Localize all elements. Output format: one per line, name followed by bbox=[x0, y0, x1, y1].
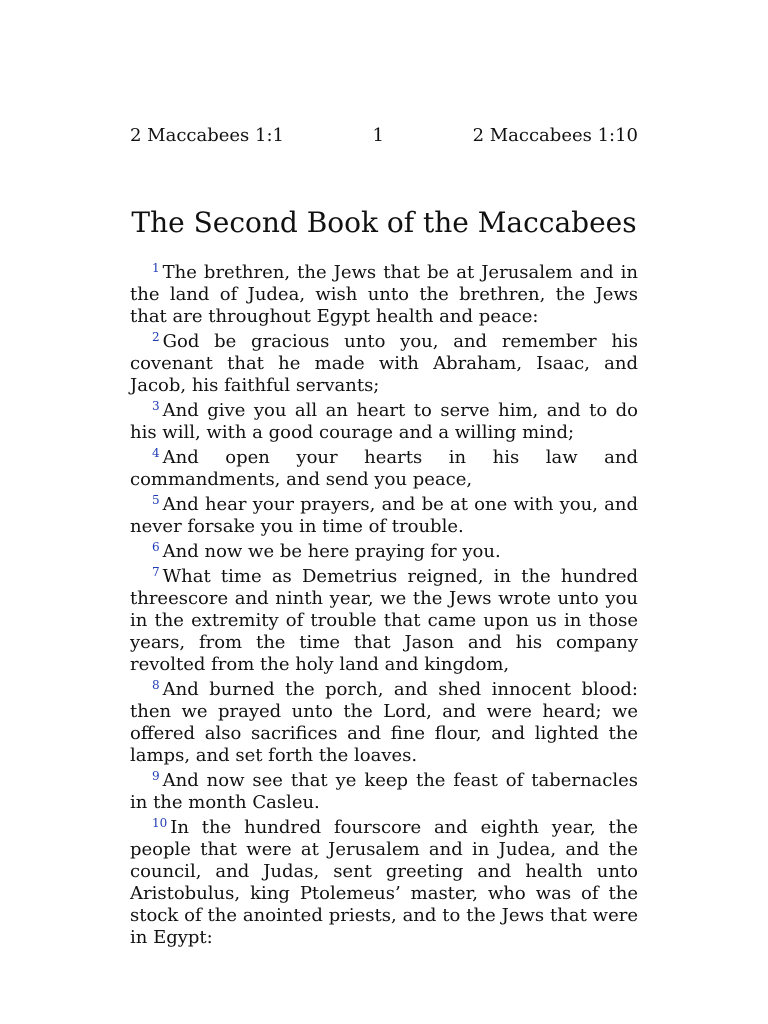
verse-text: God be gracious unto you, and remember his covenant that he made with Abraham, Isaac, and Jacob, his faithful servants; bbox=[130, 331, 638, 396]
verse-text: And now we be here praying for you. bbox=[162, 541, 501, 562]
verse-text: And hear your prayers, and be at one with you, and never forsake you in time of trouble. bbox=[130, 494, 638, 537]
verse-text: And give you all an heart to serve him, and to do his will, with a good courage and a willing mind; bbox=[130, 400, 638, 443]
verse-number: 3 bbox=[152, 399, 160, 413]
verse-number: 1 bbox=[152, 261, 160, 275]
book-title: The Second Book of the Maccabees bbox=[131, 206, 637, 239]
verse-number: 9 bbox=[152, 769, 160, 783]
verse-number: 2 bbox=[152, 330, 160, 344]
verse bbox=[130, 566, 638, 676]
verse bbox=[130, 817, 638, 949]
verse-text: The brethren, the Jews that be at Jerusalem and in the land of Judea, wish unto the brethren, the Jews that are throughout Egypt health and peace: bbox=[130, 262, 638, 327]
verse bbox=[130, 262, 638, 328]
verse bbox=[130, 494, 638, 538]
running-header bbox=[130, 124, 638, 148]
verse bbox=[130, 400, 638, 444]
verse bbox=[130, 447, 638, 491]
verse-number: 6 bbox=[152, 540, 160, 554]
page bbox=[130, 124, 638, 952]
verse-text: And burned the porch, and shed innocent blood: then we prayed unto the Lord, and were heard; we offered also sacrifices and fine flour, and lighted the lamps, and set forth the loaves. bbox=[130, 679, 638, 766]
verse-number: 8 bbox=[152, 678, 160, 692]
verse-text: And open your hearts in his law and commandments, and send you peace, bbox=[130, 447, 638, 490]
verse bbox=[130, 331, 638, 397]
verse-number: 4 bbox=[152, 446, 160, 460]
verse-number: 10 bbox=[152, 816, 168, 830]
header-left-reference: 2 Maccabees 1:1 bbox=[130, 125, 284, 146]
verse-text: In the hundred fourscore and eighth year, the people that were at Jerusalem and in Judea, and the council, and Judas, sent greeting and health unto Aristobulus, king Ptolemeus’ master, who was of the stock of the anointed priests, and to the Jews that were in Egypt: bbox=[130, 817, 638, 948]
verse-number: 7 bbox=[152, 565, 160, 579]
page-number: 1 bbox=[372, 125, 384, 146]
verse bbox=[130, 541, 638, 563]
verse-number: 5 bbox=[152, 493, 160, 507]
verse bbox=[130, 679, 638, 767]
verse-text: What time as Demetrius reigned, in the hundred threescore and ninth year, we the Jews wrote unto you in the extremity of trouble that came upon us in those years, from the time that Jason and his company revolted from the holy land and kingdom, bbox=[130, 566, 638, 675]
verse-list bbox=[130, 262, 638, 949]
header-right-reference: 2 Maccabees 1:10 bbox=[472, 125, 638, 146]
verse-text: And now see that ye keep the feast of tabernacles in the month Casleu. bbox=[130, 770, 638, 813]
verse bbox=[130, 770, 638, 814]
